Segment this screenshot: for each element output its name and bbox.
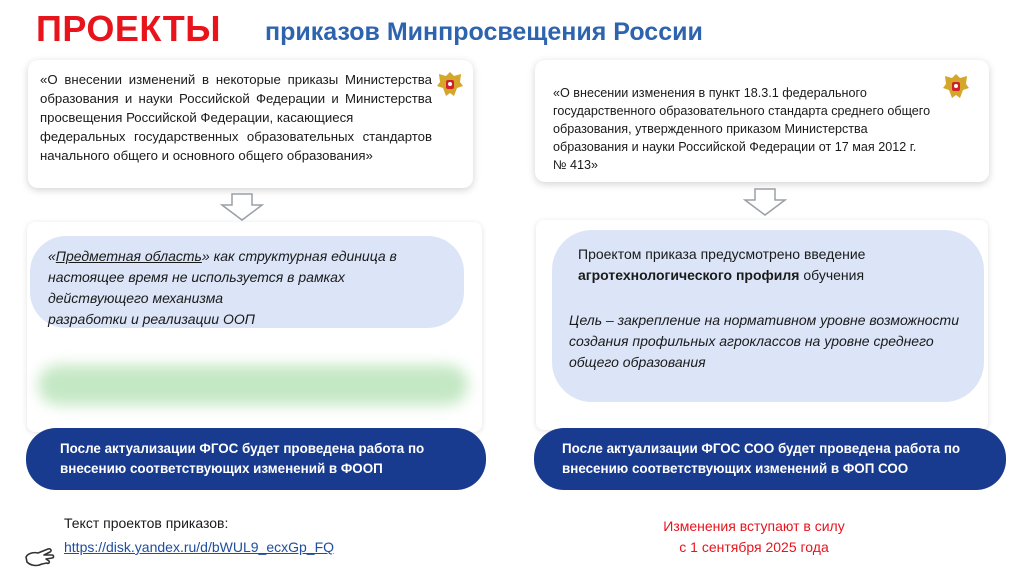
right-profile-text: Проектом приказа предусмотрено введение агротехнологического профиля обучения	[578, 246, 866, 283]
left-order-text: «О внесении изменений в некоторые приказы Министерства образования и науки Российской Федерации и Министерства просвещения Российской Федерации, касающиеся	[40, 72, 432, 125]
page-title: ПРОЕКТЫ	[36, 8, 222, 49]
effective-date-note: Изменения вступают в силу с 1 сентября 2025 года	[663, 518, 845, 555]
right-action-text: После актуализации ФГОС СОО будет проведена работа по внесению соответствующих изменений в ФОП СОО	[562, 441, 961, 476]
page-subtitle: приказов Минпросвещения России	[265, 18, 703, 46]
left-action-text: После актуализации ФГОС будет проведена работа по внесению соответствующих изменений в ФООП	[60, 441, 425, 476]
coat-of-arms-icon	[434, 68, 466, 100]
left-action-pill	[26, 428, 486, 490]
projects-text-label: Текст проектов приказов:	[64, 515, 229, 531]
right-action-pill	[534, 428, 1006, 490]
right-order-text: «О внесении изменения в пункт 18.3.1 федерального государственного образовательного стандарта среднего общего образования, утвержденного приказом Министерства образования и науки Российской Федерации от 17 мая 2012 г. № 413»	[553, 86, 931, 172]
down-arrow-icon	[743, 188, 787, 216]
right-goal-text: Цель – закрепление на нормативном уровне возможности создания профильных агроклассов на уровне среднего общего образования	[569, 312, 960, 370]
coat-of-arms-icon	[940, 70, 972, 102]
right-order-card	[535, 60, 989, 182]
left-info-text: «Предметная область» как структурная единица в настоящее время не используется в рамках действующего механизма разработки и реализации ООП	[48, 248, 397, 327]
left-order-card	[28, 60, 473, 188]
yandex-disk-link[interactable]: https://disk.yandex.ru/d/bWUL9_ecxGp_FQ	[64, 539, 335, 555]
agro-profile-label: агротехнологического профиля	[578, 267, 800, 283]
down-arrow-icon	[220, 193, 264, 221]
pointing-hand-icon	[22, 537, 56, 571]
left-order-text-2: федеральных государственных образовательных стандартов начального общего и основного общего образования»	[40, 129, 432, 163]
subject-area-link: Предметная область	[55, 248, 202, 264]
blurred-highlight	[38, 365, 468, 405]
